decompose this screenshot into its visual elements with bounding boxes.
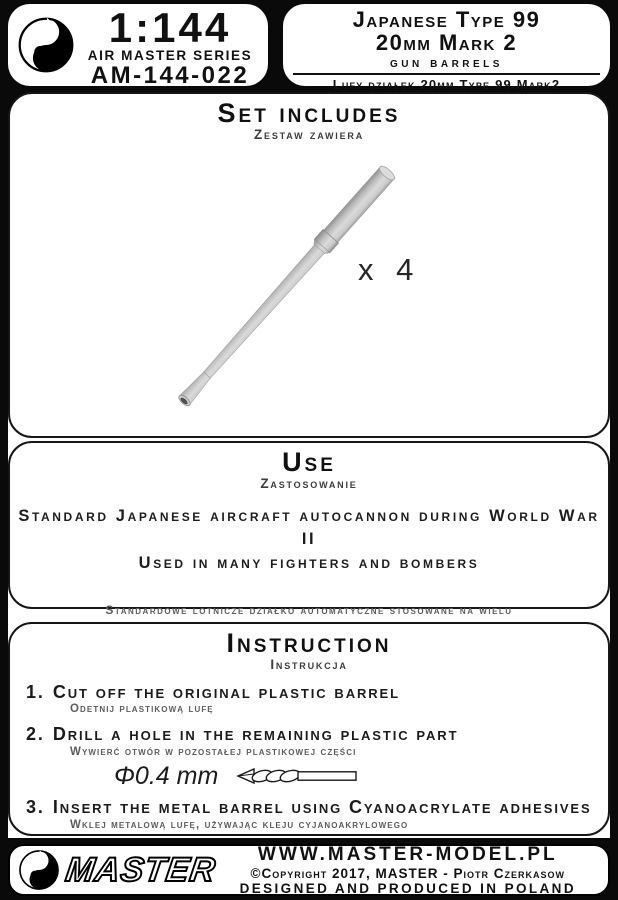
- step-3-number: 3.: [26, 797, 45, 818]
- master-wordmark: MASTER: [63, 851, 219, 889]
- step-2-text: Drill a hole in the remaining plastic part: [52, 723, 459, 744]
- instruction-step-2: [26, 725, 608, 758]
- step-1-text: Cut off the original plastic barrel: [52, 681, 400, 702]
- set-includes-panel: [8, 92, 610, 438]
- use-polish-line-1: Standardowe lotnicze działko automatyczne stosowane na wielu: [105, 603, 513, 618]
- use-panel: [8, 441, 610, 618]
- product-title-line2: 20mm Mark 2: [375, 30, 518, 56]
- set-includes-heading-polish: Zestaw zawiera: [253, 127, 365, 143]
- instruction-heading: Instruction: [226, 628, 392, 658]
- drill-bit-icon: [236, 764, 358, 788]
- use-line-1: Standard Japanese aircraft autocannon during World War II: [18, 506, 600, 549]
- instruction-step-1: [26, 683, 608, 716]
- series-label: AIR MASTER SERIES: [87, 48, 253, 64]
- header-left-panel: [8, 4, 268, 90]
- use-heading-polish: Zastosowanie: [260, 476, 358, 492]
- set-includes-heading: Set includes: [217, 98, 401, 128]
- step-1-number: 1.: [26, 681, 45, 702]
- use-description-english: [10, 505, 608, 577]
- product-code: AM-144-022: [90, 62, 250, 90]
- footer-info: [216, 844, 600, 895]
- header-title-panel: [283, 4, 610, 93]
- scale-label: 1:144: [108, 4, 232, 51]
- origin-line: DESIGNED AND PRODUCED IN POLAND: [239, 880, 576, 896]
- copyright-line: ©Copyright 2017, MASTER - Piotr Czerkasow: [250, 865, 566, 881]
- step-3-text: Insert the metal barrel using Cyanoacrylate adhesives: [52, 797, 592, 818]
- footer-panel: [8, 844, 610, 896]
- drill-diameter-label: Φ0.4 mm: [114, 761, 219, 790]
- step-2-text-polish: Wywierć otwór w pozostałej plastikowej części: [70, 745, 357, 758]
- use-heading: Use: [282, 447, 336, 477]
- product-title-polish: Lufy działek 20mm Type 99 Mark2: [332, 77, 561, 93]
- gun-barrel-illustration: [10, 94, 608, 436]
- step-3-text-polish: Wklej metalową lufę, używając kleju cyjanoakrylowego: [70, 819, 409, 832]
- step-1-text-polish: Odetnij plastikową lufę: [70, 703, 214, 716]
- instruction-step-3: [26, 798, 608, 831]
- instruction-heading-polish: Instrukcja: [270, 657, 348, 673]
- master-logo-icon: [18, 849, 60, 891]
- use-line-2: Used in many fighters and bombers: [138, 554, 480, 573]
- divider: [293, 73, 600, 75]
- website-url: WWW.MASTER-MODEL.PL: [257, 844, 558, 866]
- product-title-line1: Japanese Type 99: [352, 7, 541, 32]
- instruction-panel: [8, 622, 610, 836]
- drill-size-row: [114, 763, 608, 789]
- master-logo-icon: [17, 11, 75, 79]
- quantity-label: x 4: [358, 252, 421, 287]
- step-2-number: 2.: [26, 723, 45, 744]
- product-subtitle: gun barrels: [390, 53, 503, 70]
